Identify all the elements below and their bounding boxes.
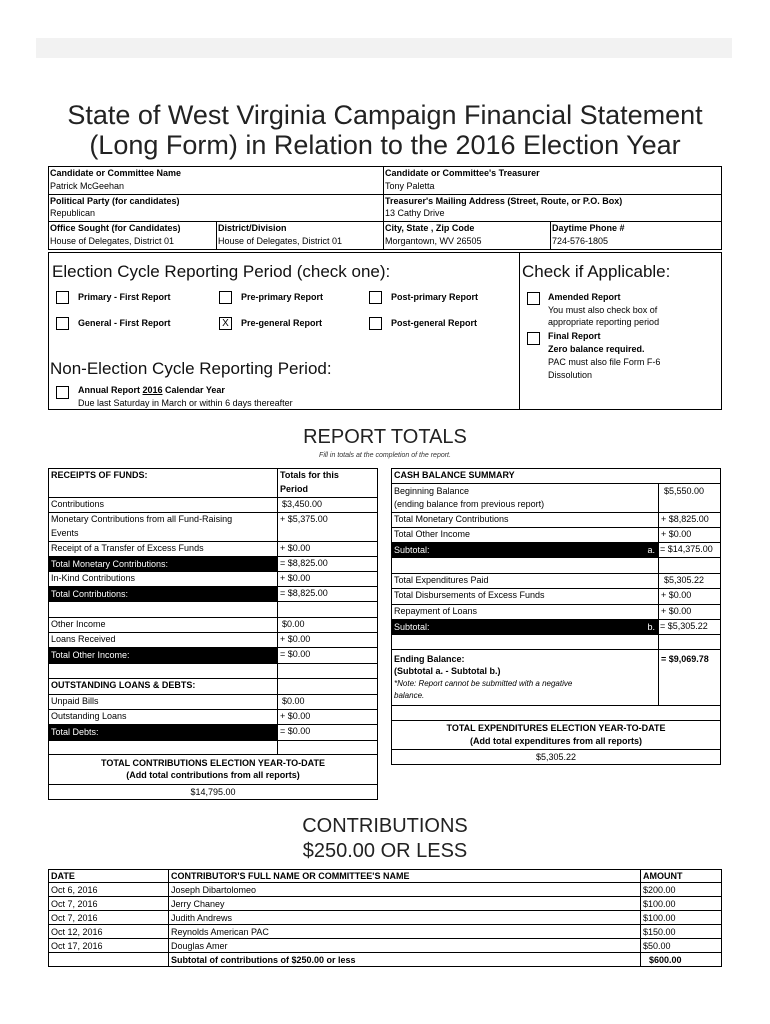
receipts-line	[48, 617, 378, 618]
contrib-ytd-value[interactable]: $14,795.00	[190, 787, 236, 797]
row-name: Reynolds American PAC	[171, 927, 269, 937]
final-zero-balance: Zero balance required.	[548, 344, 645, 354]
subtotal-b-text: Subtotal:	[394, 622, 430, 632]
repayment-label: Repayment of Loans	[394, 606, 478, 616]
cash-line	[391, 604, 721, 605]
info-divider-office	[216, 221, 217, 250]
transfer-value[interactable]: + $0.00	[280, 543, 311, 553]
cash-line	[391, 588, 721, 589]
pre-primary-checkbox[interactable]	[219, 291, 232, 304]
info-row-line-2	[48, 221, 722, 222]
contrib-line	[48, 924, 722, 925]
primary-first-checkbox[interactable]	[56, 291, 69, 304]
disbursements-label: Total Disbursements of Excess Funds	[394, 590, 545, 600]
subtotal-a-label	[392, 543, 658, 557]
cash-line	[391, 527, 721, 528]
general-first-checkbox[interactable]	[56, 317, 69, 330]
receipts-header: RECEIPTS OF FUNDS:	[51, 470, 148, 480]
non-election-heading: Non-Election Cycle Reporting Period:	[50, 359, 332, 378]
subtotal-b-value: = $5,305.22	[660, 621, 708, 631]
total-monetary-label: Total Monetary Contributions:	[49, 557, 277, 571]
inkind-label: In-Kind Contributions	[51, 573, 136, 583]
annual-report-label	[78, 385, 225, 395]
contributions-heading-1: CONTRIBUTIONS	[302, 815, 468, 837]
receipts-line	[48, 754, 378, 755]
ending-note-2: balance.	[394, 691, 425, 700]
row-date: Oct 6, 2016	[51, 885, 98, 895]
contrib-line	[48, 952, 722, 953]
unpaid-bills-label: Unpaid Bills	[51, 696, 99, 706]
row-date: Oct 17, 2016	[51, 941, 103, 951]
monetary-label-2: Events	[51, 528, 79, 538]
info-row-line-1	[48, 194, 722, 195]
exp-ytd-value[interactable]: $5,305.22	[535, 752, 577, 762]
monetary-label-1: Monetary Contributions from all Fund-Raising	[51, 514, 233, 524]
row-date: Oct 7, 2016	[51, 899, 98, 909]
office-value[interactable]: House of Delegates, District 01	[50, 236, 175, 246]
reporting-period-divider	[519, 252, 520, 410]
cash-header: CASH BALANCE SUMMARY	[394, 470, 515, 480]
amended-note-1: You must also check box of	[548, 305, 658, 315]
general-first-label: General - First Report	[78, 318, 171, 328]
contributions-heading-2: $250.00 OR LESS	[302, 840, 468, 862]
subtotal-contributions-label: Subtotal of contributions of $250.00 or less	[171, 955, 356, 965]
contrib-line	[48, 938, 722, 939]
inkind-value[interactable]: + $0.00	[280, 573, 311, 583]
cash-line	[391, 705, 721, 706]
expenditures-value[interactable]: $5,305.22	[664, 575, 705, 585]
election-cycle-heading: Election Cycle Reporting Period (check one):	[52, 262, 391, 281]
ending-label-2: (Subtotal a. - Subtotal b.)	[394, 666, 501, 676]
candidate-label: Candidate or Committee Name	[50, 168, 182, 178]
city-value[interactable]: Morgantown, WV 26505	[385, 236, 482, 246]
contrib-line	[48, 910, 722, 911]
contrib-line	[48, 882, 722, 883]
phone-value[interactable]: 724-576-1805	[552, 236, 609, 246]
pre-general-checkbox[interactable]: X	[219, 317, 232, 330]
monetary-value[interactable]: + $5,375.00	[280, 514, 328, 524]
row-amount: $150.00	[643, 927, 676, 937]
report-totals-subheading: Fill in totals at the completion of the report.	[319, 452, 451, 459]
total-debts-label: Total Debts:	[49, 725, 277, 740]
post-general-label: Post-general Report	[391, 318, 478, 328]
total-debts-value: = $0.00	[280, 726, 311, 736]
subtotal-a-text: Subtotal:	[394, 545, 430, 555]
cash-line	[391, 749, 721, 750]
info-divider	[383, 166, 384, 250]
contributions-value[interactable]: $3,450.00	[282, 499, 323, 509]
address-value[interactable]: 13 Cathy Drive	[385, 208, 445, 218]
candidate-value[interactable]: Patrick McGeehan	[50, 181, 125, 191]
annual-prefix: Annual Report	[78, 385, 143, 395]
other-income-label: Other Income	[51, 619, 106, 629]
subtotal-a-value: = $14,375.00	[660, 544, 713, 554]
row-amount: $100.00	[643, 913, 676, 923]
final-note-2: Dissolution	[548, 370, 593, 380]
expenditures-label: Total Expenditures Paid	[394, 575, 489, 585]
post-primary-label: Post-primary Report	[391, 292, 479, 302]
annual-suffix: Calendar Year	[162, 385, 225, 395]
final-note-1: PAC must also file Form F-6	[548, 357, 661, 367]
row-name: Douglas Amer	[171, 941, 228, 951]
row-name: Joseph Dibartolomeo	[171, 885, 257, 895]
title-line-2: (Long Form) in Relation to the 2016 Election Year	[89, 130, 681, 160]
annual-report-note: Due last Saturday in March or within 6 days thereafter	[78, 398, 293, 408]
transfer-label: Receipt of a Transfer of Excess Funds	[51, 543, 204, 553]
final-checkbox[interactable]	[527, 332, 540, 345]
loans-value[interactable]: + $0.00	[280, 634, 311, 644]
col-name-header: CONTRIBUTOR'S FULL NAME OR COMMITTEE'S NAME	[171, 871, 410, 881]
primary-first-label: Primary - First Report	[78, 292, 171, 302]
outstanding-loans-value[interactable]: + $0.00	[280, 711, 311, 721]
contrib-line	[48, 896, 722, 897]
other-income-value[interactable]: $0.00	[282, 619, 305, 629]
cash-line	[391, 483, 721, 484]
repayment-value[interactable]: + $0.00	[661, 606, 692, 616]
cash-col-divider	[658, 483, 659, 705]
office-label: Office Sought (for Candidates)	[50, 223, 181, 233]
post-general-checkbox[interactable]	[369, 317, 382, 330]
contrib-ytd-title-2: (Add total contributions from all reports)	[126, 770, 300, 780]
col-amount-header: AMOUNT	[643, 871, 683, 881]
cash-line	[391, 634, 721, 635]
total-monetary-value: = $8,825.00	[280, 558, 328, 568]
beginning-value[interactable]: $5,550.00	[664, 486, 705, 496]
district-value[interactable]: House of Delegates, District 01	[218, 236, 343, 246]
unpaid-bills-value[interactable]: $0.00	[282, 696, 305, 706]
cash-monetary-value: + $8,825.00	[661, 514, 709, 524]
cash-line	[391, 649, 721, 650]
applicable-heading: Check if Applicable:	[522, 262, 671, 281]
totals-header-2: Period	[280, 484, 309, 494]
subtotal-contributions-value: $600.00	[649, 955, 682, 965]
ending-note-1: *Note: Report cannot be submitted with a negative	[394, 679, 573, 688]
receipts-line	[48, 512, 378, 513]
report-totals-heading: REPORT TOTALS	[303, 426, 467, 448]
ending-value: = $9,069.78	[661, 654, 709, 664]
annual-report-checkbox[interactable]	[56, 386, 69, 399]
loans-label: Loans Received	[51, 634, 116, 644]
row-amount: $50.00	[643, 941, 671, 951]
row-name: Judith Andrews	[171, 913, 233, 923]
receipts-line	[48, 784, 378, 785]
row-date: Oct 7, 2016	[51, 913, 98, 923]
phone-label: Daytime Phone #	[552, 223, 625, 233]
cash-other-value: + $0.00	[661, 529, 692, 539]
cash-line	[391, 512, 721, 513]
row-date: Oct 12, 2016	[51, 927, 103, 937]
page-title	[20, 100, 750, 160]
info-divider-phone	[550, 221, 551, 250]
total-other-income-label: Total Other Income:	[49, 648, 277, 663]
annual-year: 2016	[142, 385, 163, 395]
district-label: District/Division	[218, 223, 287, 233]
receipts-line	[48, 663, 378, 664]
outstanding-header: OUTSTANDING LOANS & DEBTS:	[51, 680, 196, 690]
cash-line	[391, 720, 721, 721]
beginning-label-2: (ending balance from previous report)	[394, 499, 545, 509]
subtotal-b-label	[392, 620, 658, 634]
party-value[interactable]: Republican	[50, 208, 96, 218]
receipts-line	[48, 632, 378, 633]
receipts-line	[48, 571, 378, 572]
cash-other-label: Total Other Income	[394, 529, 471, 539]
cash-line	[391, 573, 721, 574]
totals-header-1: Totals for this	[280, 470, 339, 480]
receipts-line	[48, 740, 378, 741]
subtotal-a-letter: a.	[647, 545, 655, 555]
final-label: Final Report	[548, 331, 601, 341]
pre-general-label: Pre-general Report	[241, 318, 323, 328]
cash-line	[391, 557, 721, 558]
treasurer-value[interactable]: Tony Paletta	[385, 181, 435, 191]
amended-checkbox[interactable]	[527, 292, 540, 305]
amended-note-2: appropriate reporting period	[548, 317, 660, 327]
row-amount: $100.00	[643, 899, 676, 909]
exp-ytd-title-2: (Add total expenditures from all reports)	[469, 736, 643, 746]
post-primary-checkbox[interactable]	[369, 291, 382, 304]
receipts-line	[48, 678, 378, 679]
receipts-line	[48, 601, 378, 602]
address-label: Treasurer's Mailing Address (Street, Route, or P.O. Box)	[385, 196, 623, 206]
disbursements-value[interactable]: + $0.00	[661, 590, 692, 600]
cash-monetary-label: Total Monetary Contributions	[394, 514, 509, 524]
row-name: Jerry Chaney	[171, 899, 225, 909]
outstanding-loans-label: Outstanding Loans	[51, 711, 127, 721]
title-line-1: State of West Virginia Campaign Financial Statement	[67, 100, 703, 130]
contrib-ytd-title-1: TOTAL CONTRIBUTIONS ELECTION YEAR-TO-DATE	[100, 758, 325, 768]
pre-primary-label: Pre-primary Report	[241, 292, 324, 302]
amended-label: Amended Report	[548, 292, 621, 302]
contributions-label: Contributions	[51, 499, 105, 509]
row-amount: $200.00	[643, 885, 676, 895]
total-contributions-label: Total Contributions:	[49, 587, 277, 601]
ending-label-1: Ending Balance:	[394, 654, 465, 664]
receipts-line	[48, 694, 378, 695]
party-label: Political Party (for candidates)	[50, 196, 180, 206]
receipts-col-divider	[277, 468, 278, 754]
top-toolbar-strip	[36, 38, 732, 58]
col-date-header: DATE	[51, 871, 75, 881]
receipts-line	[48, 541, 378, 542]
receipts-line	[48, 709, 378, 710]
treasurer-label: Candidate or Committee's Treasurer	[385, 168, 540, 178]
exp-ytd-title-1: TOTAL EXPENDITURES ELECTION YEAR-TO-DATE	[446, 723, 666, 733]
city-label: City, State , Zip Code	[385, 223, 475, 233]
receipts-line	[48, 497, 378, 498]
beginning-label-1: Beginning Balance	[394, 486, 470, 496]
total-other-income-value: = $0.00	[280, 649, 311, 659]
total-contributions-value: = $8,825.00	[280, 588, 328, 598]
subtotal-b-letter: b.	[647, 622, 655, 632]
